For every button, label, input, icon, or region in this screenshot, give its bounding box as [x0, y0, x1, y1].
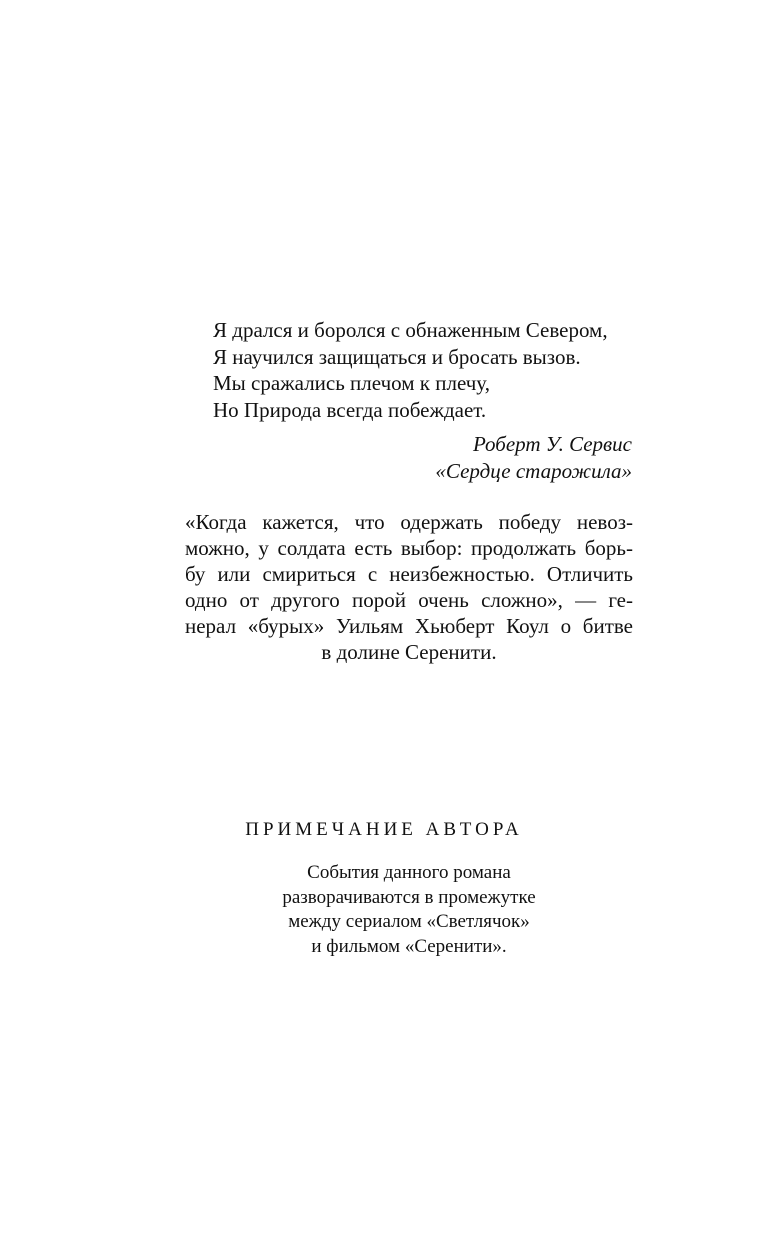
quote-line: в долине Серенити. — [321, 640, 497, 664]
quote-line: «Когда кажется, что одержать победу невоз- — [185, 510, 633, 534]
note-line: между сериалом «Светлячок» — [288, 911, 530, 932]
poem-line: Но Природа всегда побеждает. — [213, 397, 487, 422]
authors-note-heading: ПРИМЕЧАНИЕ АВТОРА — [245, 819, 523, 840]
note-line: События данного романа — [307, 862, 511, 883]
poem-line: Я дрался и боролся с обнаженным Севером, — [213, 318, 608, 342]
poem-line: Я научился защищаться и бросать вызов. — [213, 344, 581, 369]
quote-line: нерал «бурых» Уильям Хьюберт Коул о битве — [185, 614, 633, 638]
quote-line: одно от другого порой очень сложно», — ге- — [185, 588, 633, 612]
quote-line: бу или смириться с неизбежностью. Отличить — [185, 562, 633, 586]
epigraph-author: Роберт У. Сервис — [472, 432, 632, 456]
note-line: разворачиваются в промежутке — [282, 886, 536, 908]
general-quote — [185, 509, 633, 665]
epigraph-poem — [213, 317, 653, 423]
epigraph-source: «Сердце старожила» — [435, 458, 632, 483]
quote-line: можно, у солдата есть выбор: продолжать борь- — [185, 536, 633, 560]
epigraph-attribution — [435, 431, 632, 484]
authors-note-body — [0, 861, 768, 959]
poem-line: Мы сражались плечом к плечу, — [213, 371, 490, 395]
note-line: и фильмом «Серенити». — [311, 935, 507, 957]
